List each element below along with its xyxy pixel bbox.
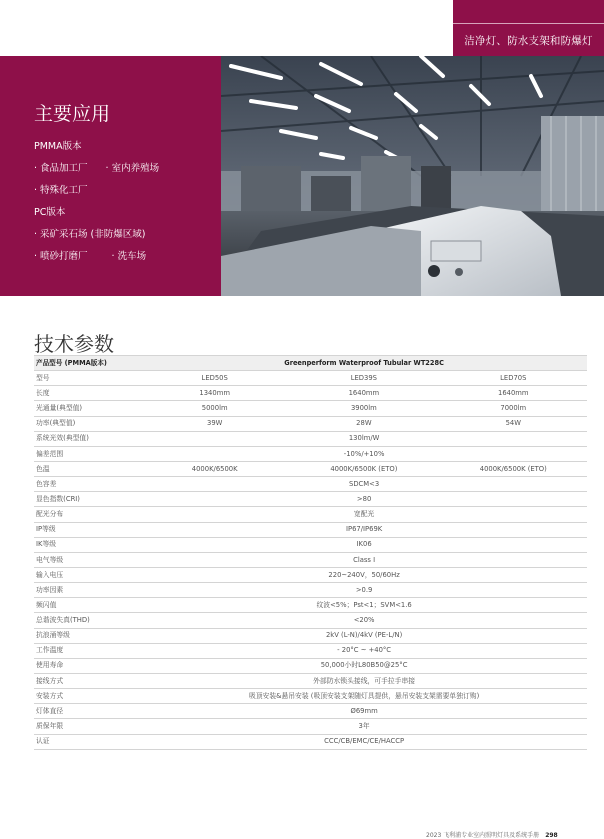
row-label: 型号 [34, 371, 139, 386]
row-label: 总谐波失真(THD) [34, 613, 139, 628]
row-label: 系统光效(典型值) [34, 431, 139, 446]
row-label: IP等级 [34, 522, 139, 537]
table-row [34, 613, 587, 628]
row-label: 工作温度 [34, 643, 139, 658]
row-value: 4000K/6500K [139, 461, 288, 476]
row-label: 偏差范围 [34, 446, 139, 461]
table-row [34, 567, 587, 582]
spec-table [34, 355, 587, 750]
table-row [34, 673, 587, 688]
table-header-row [34, 356, 587, 371]
row-value: LED39S [288, 371, 437, 386]
row-value: <20% [139, 613, 587, 628]
table-row [34, 492, 587, 507]
row-label: 质保年限 [34, 719, 139, 734]
application-item: · 采矿采石场 (非防爆区域) [34, 229, 146, 240]
row-value: IP67/IP69K [139, 522, 587, 537]
table-row [34, 689, 587, 704]
table-row [34, 386, 587, 401]
application-item: · 喷砂打磨厂 [34, 251, 88, 262]
table-row [34, 477, 587, 492]
row-value: 3900lm [288, 401, 437, 416]
row-label: 电气等级 [34, 552, 139, 567]
table-row [34, 522, 587, 537]
table-row [34, 704, 587, 719]
table-row [34, 734, 587, 749]
row-value: >80 [139, 492, 587, 507]
row-label: 功率因素 [34, 583, 139, 598]
row-label: 使用寿命 [34, 658, 139, 673]
row-value: 4000K/6500K (ETO) [288, 461, 437, 476]
row-value: 宽配光 [139, 507, 587, 522]
row-value: >0.9 [139, 583, 587, 598]
application-item: · 洗车场 [111, 251, 147, 262]
row-label: 功率(典型值) [34, 416, 139, 431]
table-row [34, 507, 587, 522]
table-row [34, 401, 587, 416]
row-value: -10%/+10% [139, 446, 587, 461]
row-label: 安装方式 [34, 689, 139, 704]
application-item: · 室内养殖场 [105, 163, 160, 174]
row-value: 3年 [139, 719, 587, 734]
row-value: - 20°C ~ +40°C [139, 643, 587, 658]
row-value: LED50S [139, 371, 288, 386]
row-value: 130lm/W [139, 431, 587, 446]
row-label: IK等级 [34, 537, 139, 552]
header-label: 产品型号 (PMMA版本) [34, 356, 139, 371]
row-value: 纹波<5%；Pst<1；SVM<1.6 [139, 598, 587, 613]
application-item: · 特殊化工厂 [34, 185, 88, 196]
row-value: 1340mm [139, 386, 288, 401]
row-value: Ø69mm [139, 704, 587, 719]
row-value: 2kV (L-N)/4kV (PE-L/N) [139, 628, 587, 643]
table-row [34, 583, 587, 598]
row-label: 显色指数(CRI) [34, 492, 139, 507]
row-value: SDCM<3 [139, 477, 587, 492]
table-row [34, 628, 587, 643]
row-label: 光通量(典型值) [34, 401, 139, 416]
row-value: 7000lm [438, 401, 587, 416]
row-label: 色温 [34, 461, 139, 476]
row-value: IK06 [139, 537, 587, 552]
row-value: 28W [288, 416, 437, 431]
row-value: CCC/CB/EMC/CE/HACCP [139, 734, 587, 749]
table-row [34, 552, 587, 567]
footer-text: 2023 飞利浦专业室内照明灯具及系统手册 [426, 832, 540, 839]
row-value: 吸顶安装&悬吊安装 (吸顶安装支架随灯具提供，悬吊安装支架需要单独订购) [139, 689, 587, 704]
factory-photo [221, 56, 604, 296]
table-row [34, 446, 587, 461]
page-number: 298 [545, 832, 558, 839]
applications-title: 主要应用 [34, 103, 111, 125]
row-value: 5000lm [139, 401, 288, 416]
row-value: 220~240V，50/60Hz [139, 567, 587, 582]
row-value: 1640mm [438, 386, 587, 401]
row-value: 54W [438, 416, 587, 431]
specs-title: 技术参数 [34, 332, 114, 356]
header-product: Greenperform Waterproof Tubular WT228C [139, 356, 587, 371]
row-value: Class I [139, 552, 587, 567]
row-label: 配光分布 [34, 507, 139, 522]
row-value: 外部防水锁头接线，可手拉手串接 [139, 673, 587, 688]
row-label: 长度 [34, 386, 139, 401]
row-value: LED70S [438, 371, 587, 386]
row-label: 灯体直径 [34, 704, 139, 719]
row-label: 认证 [34, 734, 139, 749]
row-value: 50,000小时L80B50@25°C [139, 658, 587, 673]
table-row [34, 371, 587, 386]
table-row [34, 658, 587, 673]
table-row [34, 598, 587, 613]
row-label: 接线方式 [34, 673, 139, 688]
tab-divider [453, 23, 604, 24]
table-row [34, 537, 587, 552]
footer [426, 830, 558, 839]
applications-list [34, 136, 159, 268]
row-value: 39W [139, 416, 288, 431]
category-tab [453, 0, 604, 56]
table-row [34, 431, 587, 446]
row-label: 色容差 [34, 477, 139, 492]
row-value: 1640mm [288, 386, 437, 401]
row-label: 抗浪涌等级 [34, 628, 139, 643]
pc-heading: PC版本 [34, 207, 66, 218]
applications-panel [0, 56, 221, 296]
table-row [34, 719, 587, 734]
category-label: 洁净灯、防水支架和防爆灯 [464, 35, 593, 47]
row-value: 4000K/6500K (ETO) [438, 461, 587, 476]
row-label: 频闪值 [34, 598, 139, 613]
row-label: 输入电压 [34, 567, 139, 582]
pmma-heading: PMMA版本 [34, 141, 82, 152]
table-row [34, 461, 587, 476]
table-row [34, 643, 587, 658]
table-row [34, 416, 587, 431]
application-item: · 食品加工厂 [34, 163, 88, 174]
